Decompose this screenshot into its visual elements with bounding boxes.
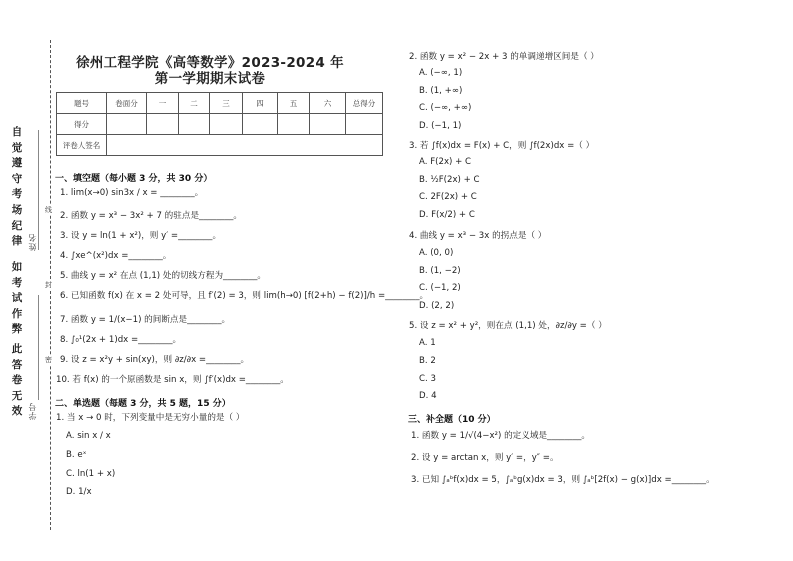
choice-q4-option-d[interactable]: D. (2, 2) [419, 301, 455, 311]
complete-question-3: 3. 已知 ∫ₐᵇf(x)dx = 5，∫ₐᵇg(x)dx = 3，则 ∫ₐᵇ[2f(x) − g(x)]dx =________。 [411, 475, 715, 485]
score-table-score-row [57, 114, 383, 135]
fill-question-8: 8. ∫₀¹(2x + 1)dx =________。 [60, 335, 182, 345]
choice-q5-option-b[interactable]: B. 2 [419, 356, 436, 366]
score-input-6[interactable] [310, 114, 346, 135]
section1-heading: 一、填空题（每小题 3 分，共 30 分） [55, 174, 213, 184]
cell-grader-label: 评卷人签名 [57, 135, 107, 156]
choice-q3-option-d[interactable]: D. F(x/2) + C [419, 210, 475, 220]
notice-keep-discipline: 自 觉 遵 守 考 场 纪 律 [11, 126, 23, 248]
choice-q3-option-c[interactable]: C. 2F(2x) + C [419, 192, 477, 202]
seal-mark-seal: 封 [45, 281, 52, 289]
section2-heading: 二、单选题（每题 3 分，共 5 题，15 分） [55, 399, 231, 409]
choice-question-3-stem: 3. 若 ∫f(x)dx = F(x) + C，则 ∫f(2x)dx =（ ） [409, 141, 595, 151]
cell-paper-score: 卷面分 [107, 93, 147, 114]
choice-q3-option-b[interactable]: B. ½F(2x) + C [419, 175, 480, 185]
notice-paper-invalid: 此 答 卷 无 效 [11, 343, 23, 418]
choice-question-2-stem: 2. 函数 y = x² − 2x + 3 的单调递增区间是（ ） [409, 52, 599, 62]
choice-q4-option-a[interactable]: A. (0, 0) [419, 248, 454, 258]
fill-question-9: 9. 设 z = x²y + sin(xy)，则 ∂z/∂x =________。 [60, 355, 250, 365]
choice-question-5-stem: 5. 设 z = x² + y²，则在点 (1,1) 处，∂z/∂y =（ ） [409, 321, 607, 331]
score-input-4[interactable] [243, 114, 278, 135]
exam-title-line1: 徐州工程学院《高等数学》2023-2024 年 [76, 55, 344, 71]
fill-question-2: 2. 函数 y = x³ − 3x² + 7 的驻点是________。 [60, 211, 243, 221]
score-input-1[interactable] [147, 114, 179, 135]
cell-part-5: 五 [278, 93, 310, 114]
complete-question-1: 1. 函数 y = 1/√(4−x²) 的定义域是________。 [411, 431, 591, 441]
score-table [56, 92, 383, 156]
cell-part-1: 一 [147, 93, 179, 114]
choice-q2-option-d[interactable]: D. (−1, 1) [419, 121, 462, 131]
score-input-2[interactable] [179, 114, 210, 135]
fill-question-5: 5. 曲线 y = x² 在点 (1,1) 处的切线方程为________。 [60, 271, 267, 281]
cell-score-label: 得分 [57, 114, 107, 135]
cell-question-no: 题号 [57, 93, 107, 114]
cell-total: 总得分 [346, 93, 383, 114]
fill-question-6: 6. 已知函数 f(x) 在 x = 2 处可导，且 f′(2) = 3，则 lim(h→0) [f(2+h) − f(2)]/h =________。 [60, 291, 429, 301]
choice-q5-option-d[interactable]: D. 4 [419, 391, 437, 401]
score-input-total[interactable] [346, 114, 383, 135]
choice-q1-option-b[interactable]: B. eˣ [66, 450, 87, 460]
choice-q4-option-c[interactable]: C. (−1, 2) [419, 283, 461, 293]
cell-part-4: 四 [243, 93, 278, 114]
score-input-5[interactable] [278, 114, 310, 135]
notice-if-cheating: 如 考 试 作 弊 [11, 261, 23, 336]
choice-question-1-stem: 1. 当 x → 0 时，下列变量中是无穷小量的是（ ） [56, 413, 245, 423]
seal-mark-line: 线 [45, 206, 52, 214]
name-label: 姓名 [28, 233, 37, 251]
choice-q2-option-b[interactable]: B. (1, +∞) [419, 86, 463, 96]
score-input-3[interactable] [210, 114, 243, 135]
choice-q5-option-a[interactable]: A. 1 [419, 338, 436, 348]
choice-q1-option-a[interactable]: A. sin x / x [66, 431, 111, 441]
id-fill-line [38, 295, 39, 400]
seal-mark-secret: 密 [45, 356, 52, 364]
choice-q5-option-c[interactable]: C. 3 [419, 374, 436, 384]
choice-q1-option-d[interactable]: D. 1/x [66, 487, 92, 497]
score-table-header-row [57, 93, 383, 114]
name-fill-line [38, 130, 39, 250]
cell-part-6: 六 [310, 93, 346, 114]
fill-question-1: 1. lim(x→0) sin3x / x = ________。 [60, 188, 204, 198]
choice-q3-option-a[interactable]: A. F(2x) + C [419, 157, 472, 167]
choice-q2-option-c[interactable]: C. (−∞, +∞) [419, 103, 472, 113]
fill-question-10: 10. 若 f(x) 的一个原函数是 sin x，则 ∫f′(x)dx =________。 [56, 375, 289, 385]
fill-question-7: 7. 函数 y = 1/(x−1) 的间断点是________。 [60, 315, 231, 325]
score-table-grader-row [57, 135, 383, 156]
choice-q2-option-a[interactable]: A. (−∞, 1) [419, 68, 463, 78]
cell-part-2: 二 [179, 93, 210, 114]
student-id-label: 学号 [28, 402, 37, 420]
section3-heading: 三、补全题（10 分） [408, 415, 496, 425]
grader-signature-field[interactable] [107, 135, 383, 156]
exam-title-line2: 第一学期期末试卷 [154, 71, 266, 87]
choice-question-4-stem: 4. 曲线 y = x³ − 3x 的拐点是（ ） [409, 231, 547, 241]
fill-question-3: 3. 设 y = ln(1 + x²)，则 y′ =________。 [60, 231, 222, 241]
choice-q1-option-c[interactable]: C. ln(1 + x) [66, 469, 116, 479]
cell-part-3: 三 [210, 93, 243, 114]
choice-q4-option-b[interactable]: B. (1, −2) [419, 266, 461, 276]
complete-question-2: 2. 设 y = arctan x，则 y′ =，y″ =。 [411, 453, 559, 463]
score-input-paper[interactable] [107, 114, 147, 135]
fill-question-4: 4. ∫xe^(x²)dx =________。 [60, 251, 172, 261]
